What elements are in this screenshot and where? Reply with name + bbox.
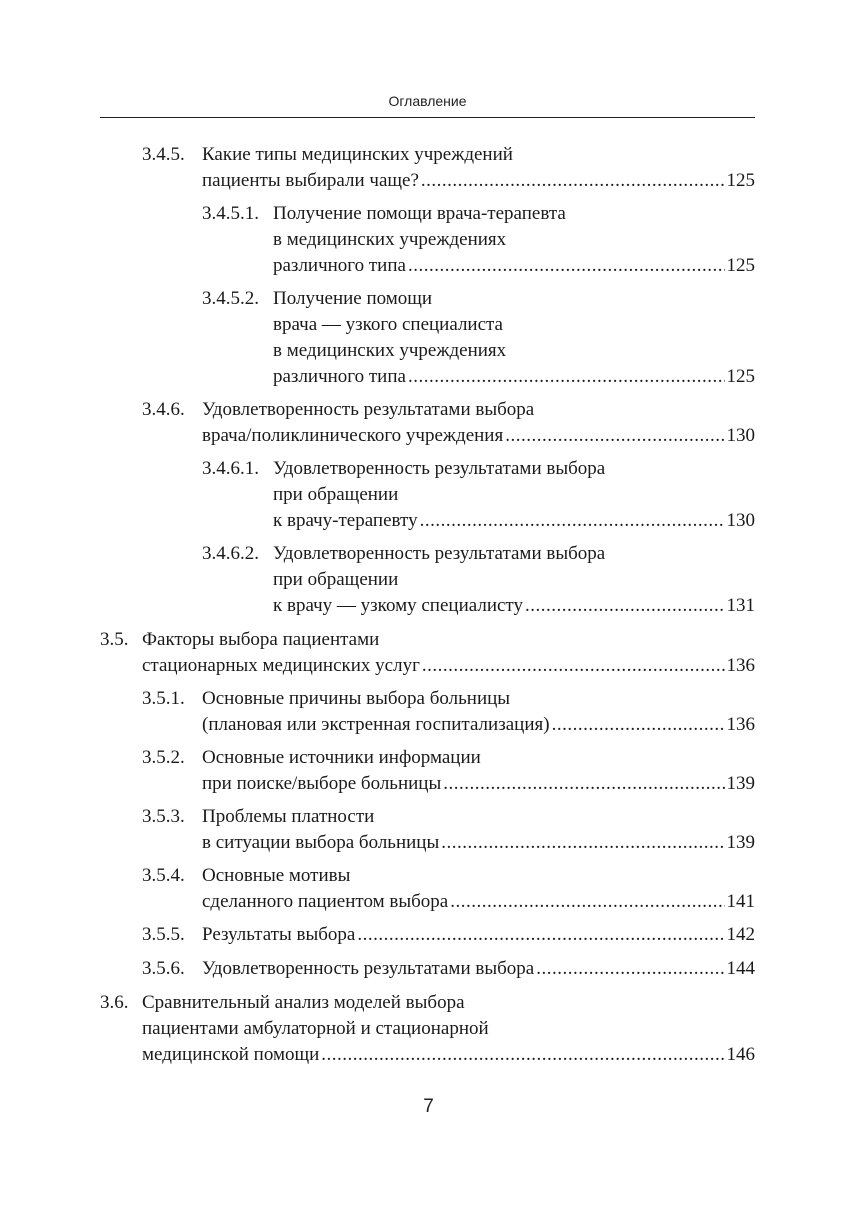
toc-entry-line: Удовлетворенность результатами выбора xyxy=(273,458,606,479)
toc-entry-line: при обращении xyxy=(273,569,399,590)
toc-entry[interactable] xyxy=(142,686,755,738)
dot-leader xyxy=(357,922,724,948)
toc-entry[interactable] xyxy=(142,922,755,948)
toc-entry-line: Удовлетворенность результатами выбора xyxy=(202,399,535,420)
toc-entry-line: Факторы выбора пациентами xyxy=(142,629,380,650)
dot-leader xyxy=(552,712,725,738)
toc-entry-page: 136 xyxy=(726,655,755,676)
toc-entry-number: 3.4.5.2. xyxy=(202,288,259,309)
toc-entry-title: в ситуации выбора больницы xyxy=(202,832,440,853)
toc-entry-page: 139 xyxy=(726,773,755,794)
toc-entry-line xyxy=(142,1042,755,1068)
toc-entry-line xyxy=(273,508,755,534)
toc-entry-line: врача — узкого специалиста xyxy=(273,314,503,335)
toc-entry-number: 3.4.5.1. xyxy=(202,203,259,224)
toc-entry-page: 125 xyxy=(726,170,755,191)
running-header: Оглавление xyxy=(388,93,467,109)
toc-entry-title: к врачу — узкому специалисту xyxy=(273,595,523,616)
dot-leader xyxy=(421,168,725,194)
toc-entry-line xyxy=(273,364,755,390)
page-number: 7 xyxy=(423,1096,434,1117)
toc-entry-line xyxy=(273,253,755,279)
toc-entry-line xyxy=(202,922,755,948)
toc-entry-title: медицинской помощи xyxy=(142,1044,320,1065)
toc-entry-line: Сравнительный анализ моделей выбора xyxy=(142,992,465,1013)
toc-entry[interactable] xyxy=(202,456,755,534)
toc-entry[interactable] xyxy=(142,142,755,194)
toc-entry[interactable] xyxy=(202,286,755,390)
toc-entry-line: Удовлетворенность результатами выбора xyxy=(273,543,606,564)
toc-entry-title: (плановая или экстренная госпитализация) xyxy=(202,714,550,735)
toc-entry-title: врача/поликлинического учреждения xyxy=(202,425,504,446)
toc-entry-title: сделанного пациентом выбора xyxy=(202,891,449,912)
toc-entry-line xyxy=(202,889,755,915)
toc-entry-line xyxy=(273,593,755,619)
toc-entry[interactable] xyxy=(202,541,755,619)
toc-entry-number: 3.4.5. xyxy=(142,144,185,165)
toc-entry[interactable] xyxy=(142,804,755,856)
toc-entry-line xyxy=(202,956,755,982)
toc-entry-line xyxy=(202,830,755,856)
toc-entry-number: 3.6. xyxy=(100,992,129,1013)
dot-leader xyxy=(408,253,725,279)
toc-entry-title: Результаты выбора xyxy=(202,924,356,945)
dot-leader xyxy=(441,830,724,856)
toc-entry-number: 3.4.6.2. xyxy=(202,543,259,564)
toc-entry-page: 125 xyxy=(726,255,755,276)
toc-entry-line: Получение помощи xyxy=(273,288,433,309)
toc-entry-line: в медицинских учреждениях xyxy=(273,340,507,361)
toc-entry-line: Проблемы платности xyxy=(202,806,375,827)
dot-leader xyxy=(422,653,725,679)
toc-entry-number: 3.5.1. xyxy=(142,688,185,709)
toc-entry-page: 139 xyxy=(726,832,755,853)
toc-entry-line xyxy=(202,771,755,797)
toc-entry-page: 142 xyxy=(726,924,755,945)
toc-entry[interactable] xyxy=(202,201,755,279)
toc-entry-line: Какие типы медицинских учреждений xyxy=(202,144,513,165)
toc-entry[interactable] xyxy=(142,956,755,982)
dot-leader xyxy=(443,771,724,797)
toc-entry-title: пациенты выбирали чаще? xyxy=(202,170,419,191)
toc-entry-line: в медицинских учреждениях xyxy=(273,229,507,250)
toc-entry-line: Основные мотивы xyxy=(202,865,351,886)
toc-entry-line: пациентами амбулаторной и стационарной xyxy=(142,1018,489,1039)
dot-leader xyxy=(536,956,724,982)
toc-entry-number: 3.5.5. xyxy=(142,924,185,945)
toc-entry-line xyxy=(142,653,755,679)
toc-entry-title: к врачу-терапевту xyxy=(273,510,418,531)
toc-entry-page: 130 xyxy=(726,425,755,446)
toc-entry-line xyxy=(202,712,755,738)
dot-leader xyxy=(505,423,724,449)
toc-entry-number: 3.5.2. xyxy=(142,747,185,768)
dot-leader xyxy=(321,1042,724,1068)
toc-entry-line xyxy=(202,423,755,449)
toc-entry[interactable] xyxy=(100,627,755,679)
toc-entry-page: 131 xyxy=(726,595,755,616)
toc-entry[interactable] xyxy=(142,745,755,797)
toc-entry-line: Получение помощи врача-терапевта xyxy=(273,203,566,224)
toc-entry-number: 3.5. xyxy=(100,629,129,650)
toc-entry-number: 3.5.6. xyxy=(142,958,185,979)
toc-entry-line: при обращении xyxy=(273,484,399,505)
toc-entry-title: стационарных медицинских услуг xyxy=(142,655,420,676)
toc-entry-title: Удовлетворенность результатами выбора xyxy=(202,958,535,979)
toc-entry[interactable] xyxy=(142,397,755,449)
toc-entry[interactable] xyxy=(100,990,755,1068)
dot-leader xyxy=(450,889,724,915)
toc-entry-page: 146 xyxy=(726,1044,755,1065)
toc-entry-number: 3.5.3. xyxy=(142,806,185,827)
toc-entry-line xyxy=(202,168,755,194)
dot-leader xyxy=(420,508,725,534)
toc-entry-line: Основные причины выбора больницы xyxy=(202,688,511,709)
toc-entry-page: 136 xyxy=(726,714,755,735)
toc-entry-page: 125 xyxy=(726,366,755,387)
toc-entry-number: 3.4.6. xyxy=(142,399,185,420)
toc-entry-title: различного типа xyxy=(273,255,406,276)
toc-entry-title: при поиске/выборе больницы xyxy=(202,773,442,794)
toc-entry[interactable] xyxy=(142,863,755,915)
toc-entry-title: различного типа xyxy=(273,366,406,387)
toc-entry-number: 3.4.6.1. xyxy=(202,458,259,479)
dot-leader xyxy=(525,593,725,619)
toc-entry-page: 130 xyxy=(726,510,755,531)
toc-entry-line: Основные источники информации xyxy=(202,747,481,768)
toc-entry-page: 141 xyxy=(726,891,755,912)
dot-leader xyxy=(408,364,725,390)
toc-entry-page: 144 xyxy=(726,958,755,979)
toc-entry-number: 3.5.4. xyxy=(142,865,185,886)
